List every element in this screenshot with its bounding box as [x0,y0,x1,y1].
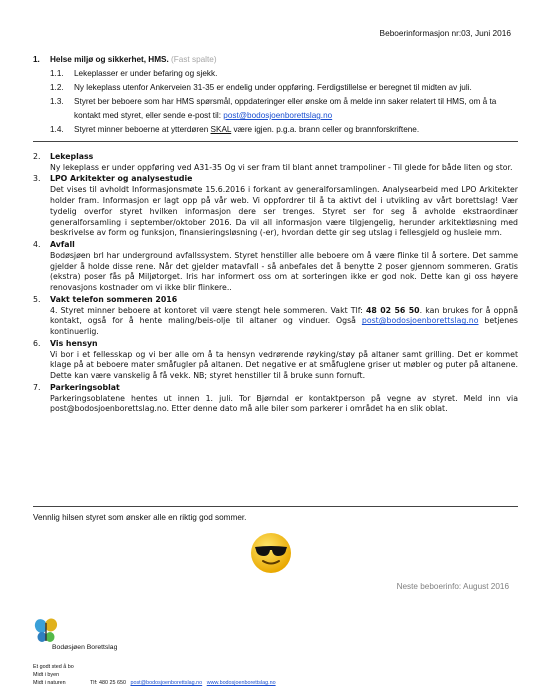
item-text: Lekeplasser er under befaring og sjekk. [74,69,218,78]
item-number: 1.3. [50,97,64,106]
item-number: 1.2. [50,83,64,92]
news-item [33,383,518,415]
footer [33,663,276,688]
hms-section [33,53,518,137]
sunglasses-smiley-icon [249,531,293,575]
item-text: være igjen. p.g.a. brann celler og brannforskriftene. [231,125,420,134]
hms-heading [33,53,518,67]
news-item [33,339,518,382]
item-text: Styret minner beboerne at ytterdøren [74,125,211,134]
item-title: Parkeringsoblat [50,382,120,392]
divider [33,506,518,507]
header-title: Beboerinformasjon nr:03, Juni 2016 [379,28,511,38]
item-body [50,306,518,338]
footer-web-link[interactable]: www.bodosjoenborettslag.no [206,680,276,687]
item-number: 5. [33,294,41,304]
item-body: Vi bor i et fellesskap og vi ber alle om å ta hensyn vedrørende røyking/støy på altaner samt grilling. Det er kommet klage på at beboere mater småfugler på altanen. Det negative er at småfuglene griser ut møbler og puter på altanene. Dette kan være vanskelig å få vekk. NB; styret henstiller til å bruke sunn fornuft. [50,349,518,381]
item-number: 4. [33,239,41,249]
item-number: 6. [33,338,41,348]
body-text: . kan brukes for å oppnå kontakt, også for å hente maling/beis-olje til altaner og vinduer. Også [50,305,518,326]
item-number: 3. [33,174,41,184]
email-link[interactable]: post@bodosjoenborettslag.no [223,111,333,120]
footer-slogan-1: Et godt sted å bo [33,664,74,670]
item-body: Bodøsjøen brl har underground avfallssystem. Styret henstiller alle beboere om å være flinke til å sortere. Det samme gjelder å holde disse rene. Når det gjelder matavfall - så anbefales det å benytte 2 poser gjennom sommeren. Gratis (ekstra) poser fås på Miljøtorget. Iris har informert oss om at sorteringen ikke er god nok. Dette kan gi oss høyere renovasjons kostnader om vi ikke blir flinkere.. [50,250,518,293]
footer-contact [90,679,276,687]
footer-slogan-3: Midt i naturen [33,680,66,687]
item-title: LPO Arkitekter og analysestudie [50,174,193,184]
list-item [50,67,518,81]
item-title: Avfall [50,239,75,249]
org-name: Bodøsjøen Borettslag [52,644,118,651]
body-text: betjenes kontinuerlig. [50,316,518,337]
butterfly-logo-icon [33,617,59,645]
footer-phone: Tlf: 480 25 650 [90,680,126,687]
news-item [33,174,518,239]
hms-note: (Fast spalte) [171,55,217,64]
footer-slogan-2: Midt i byen [33,672,60,679]
item-number: 1.4. [50,125,64,134]
item-body: Parkeringsoblatene hentes ut innen 1. juli. Tor Bjørndal er kontaktperson på vegne av styret. Meld inn via post@bodosjoenborettslag.no. Etter denne dato må alle biler som parkerer i området ha en slik oblat. [50,393,518,414]
emphasis-text: SKAL [210,125,232,134]
news-list [33,152,518,416]
item-text: Ny lekeplass utenfor Ankerveien 31-35 er endelig under oppføring. Ferdigstillelse er beregnet til midten av juli. [74,83,472,92]
item-title: Vis hensyn [50,338,98,348]
closing-text: Vennlig hilsen styret som ønsker alle en riktig god sommer. [33,513,247,522]
news-item [33,152,518,174]
list-item [50,95,518,123]
list-item [50,81,518,95]
body-text: 4. Styret minner beboere at kontoret vil være stengt hele sommeren. Vakt Tlf: [50,305,366,315]
divider [33,141,518,142]
email-link[interactable]: post@bodosjoenborettslag.no [361,316,479,326]
phone-number: 48 02 56 50 [365,305,420,315]
item-number: 7. [33,382,41,392]
next-info: Neste beboerinfo: August 2016 [396,582,509,591]
item-body: Det vises til avholdt Informasjonsmøte 15.6.2016 i forkant av generalforsamlingen. Analysearbeid med LPO Arkitekter holder fram. Informasjon er lagt opp på vår web. Vi oppfordrer til å ta aktivt del i utvikling av vårt borettslag! Vær tydelig overfor styret hvilken informasjon dere ser trenges. Styret ser for seg å avholde ekstraordinær generalforsamling i september/oktober 2016. Da vil all informasjon være tilgjengelig, herunder arkitektløsning med beskrivelse av form og funksjon, finansieringsløsning (-er), hvordan dette gir seg utslag i fellesgjeld og husleie mm. [50,185,518,238]
item-title: Lekeplass [50,152,94,161]
list-item [50,123,518,137]
hms-title: Helse miljø og sikkerhet, HMS. [50,55,169,64]
section-number: 1. [33,55,40,64]
item-number: 1.1. [50,69,64,78]
item-title: Vakt telefon sommeren 2016 [50,294,178,304]
item-body: Ny lekeplass er under oppføring ved A31-35 Og vi ser fram til blant annet trampoliner - Til glede for både liten og stor. [50,162,513,172]
item-text: Styret ber beboere som har HMS spørsmål, oppdateringer eller ønske om å melde inn saker relatert til HMS, om å ta kontakt med styret, eller sende e-post til: [74,97,497,120]
news-item [33,295,518,338]
item-number: 2. [33,152,41,161]
news-item [33,240,518,294]
footer-email-link[interactable]: post@bodosjoenborettslag.no [130,680,203,687]
